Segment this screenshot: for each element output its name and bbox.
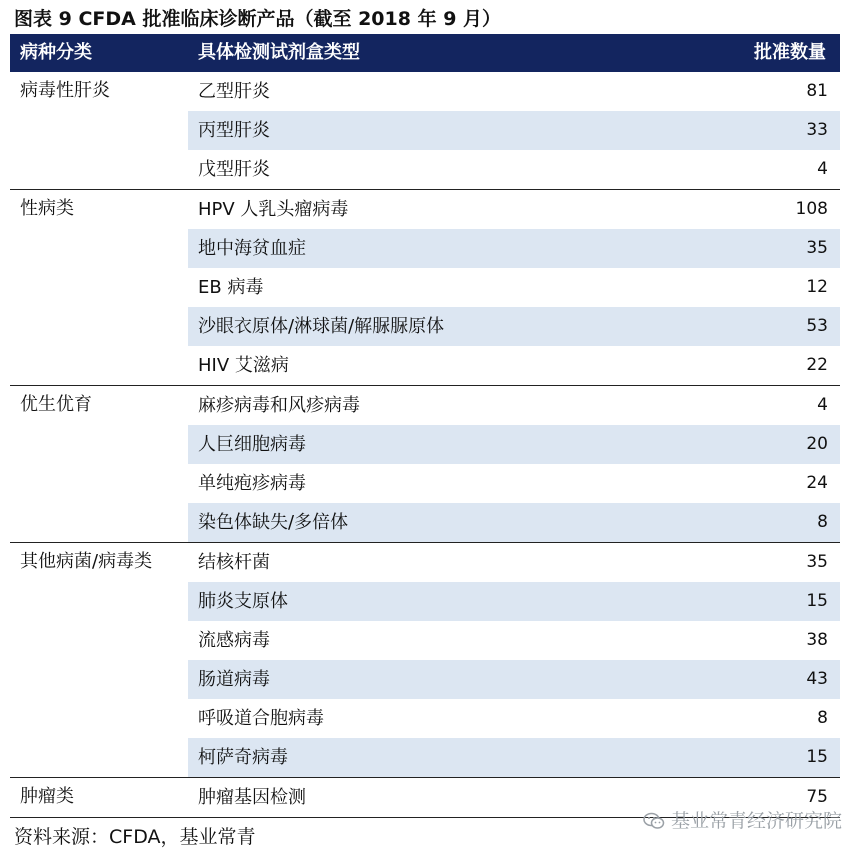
table-row <box>188 190 840 229</box>
approved-count: 4 <box>817 395 828 415</box>
table-row <box>188 699 840 738</box>
kit-name: 流感病毒 <box>198 630 270 651</box>
table-row <box>188 621 840 660</box>
approval-table <box>10 72 840 818</box>
kit-name: EB 病毒 <box>198 277 264 298</box>
table-row <box>188 738 840 777</box>
kit-name: 麻疹病毒和风疹病毒 <box>198 395 360 416</box>
table-row <box>188 72 840 111</box>
kit-name: HPV 人乳头瘤病毒 <box>198 199 349 220</box>
group-viral-hepatitis <box>10 72 840 190</box>
table-row <box>188 582 840 621</box>
kit-name: 结核杆菌 <box>198 552 270 573</box>
approved-count: 8 <box>817 512 828 532</box>
figure-title: 图表 9 CFDA 批准临床诊断产品（截至 2018 年 9 月） <box>14 8 502 30</box>
table-row <box>188 346 840 385</box>
kit-name: HIV 艾滋病 <box>198 355 289 376</box>
kit-name: 人巨细胞病毒 <box>198 434 306 455</box>
approved-count: 35 <box>806 238 828 258</box>
approved-count: 38 <box>806 630 828 650</box>
table-row <box>188 660 840 699</box>
approved-count: 43 <box>806 669 828 689</box>
approved-count: 108 <box>795 199 828 219</box>
approved-count: 81 <box>806 81 828 101</box>
kit-name: 戊型肝炎 <box>198 159 270 180</box>
header-category: 病种分类 <box>20 42 92 63</box>
kit-name: 肿瘤基因检测 <box>198 787 306 808</box>
watermark <box>643 806 842 836</box>
kit-name: 柯萨奇病毒 <box>198 747 288 768</box>
approved-count: 15 <box>806 591 828 611</box>
table-row <box>188 386 840 425</box>
watermark-text: 基业常青经济研究院 <box>670 810 842 832</box>
approved-count: 53 <box>806 316 828 336</box>
approved-count: 75 <box>806 787 828 807</box>
approved-count: 35 <box>806 552 828 572</box>
group-other-pathogens <box>10 543 840 778</box>
kit-name: 丙型肝炎 <box>198 120 270 141</box>
kit-name: 地中海贫血症 <box>198 238 306 259</box>
table-row <box>188 464 840 503</box>
kit-name: 单纯疱疹病毒 <box>198 473 306 494</box>
header-approved-count: 批准数量 <box>754 42 826 63</box>
approved-count: 22 <box>806 355 828 375</box>
wechat-icon <box>643 812 665 830</box>
table-row <box>188 503 840 542</box>
category-label: 肿瘤类 <box>20 786 74 807</box>
source-note: 资料来源：CFDA，基业常青 <box>14 826 256 848</box>
kit-name: 乙型肝炎 <box>198 81 270 102</box>
table-row <box>188 268 840 307</box>
table-header <box>10 34 840 72</box>
group-std <box>10 190 840 386</box>
table-row <box>188 425 840 464</box>
category-label: 性病类 <box>20 198 74 219</box>
category-label: 其他病菌/病毒类 <box>20 551 153 572</box>
approved-count: 8 <box>817 708 828 728</box>
kit-name: 肠道病毒 <box>198 669 270 690</box>
approved-count: 20 <box>806 434 828 454</box>
kit-name: 染色体缺失/多倍体 <box>198 512 349 533</box>
approved-count: 12 <box>806 277 828 297</box>
table-row <box>188 229 840 268</box>
approved-count: 4 <box>817 159 828 179</box>
approved-count: 33 <box>806 120 828 140</box>
category-label: 病毒性肝炎 <box>20 80 110 101</box>
table-row <box>188 111 840 150</box>
approved-count: 15 <box>806 747 828 767</box>
kit-name: 沙眼衣原体/淋球菌/解脲脲原体 <box>198 316 445 337</box>
table-row <box>188 150 840 189</box>
group-eugenics <box>10 386 840 543</box>
header-kit-type: 具体检测试剂盒类型 <box>198 42 360 63</box>
kit-name: 肺炎支原体 <box>198 591 288 612</box>
kit-name: 呼吸道合胞病毒 <box>198 708 324 729</box>
approved-count: 24 <box>806 473 828 493</box>
table-row <box>188 543 840 582</box>
category-label: 优生优育 <box>20 394 92 415</box>
table-row <box>188 307 840 346</box>
